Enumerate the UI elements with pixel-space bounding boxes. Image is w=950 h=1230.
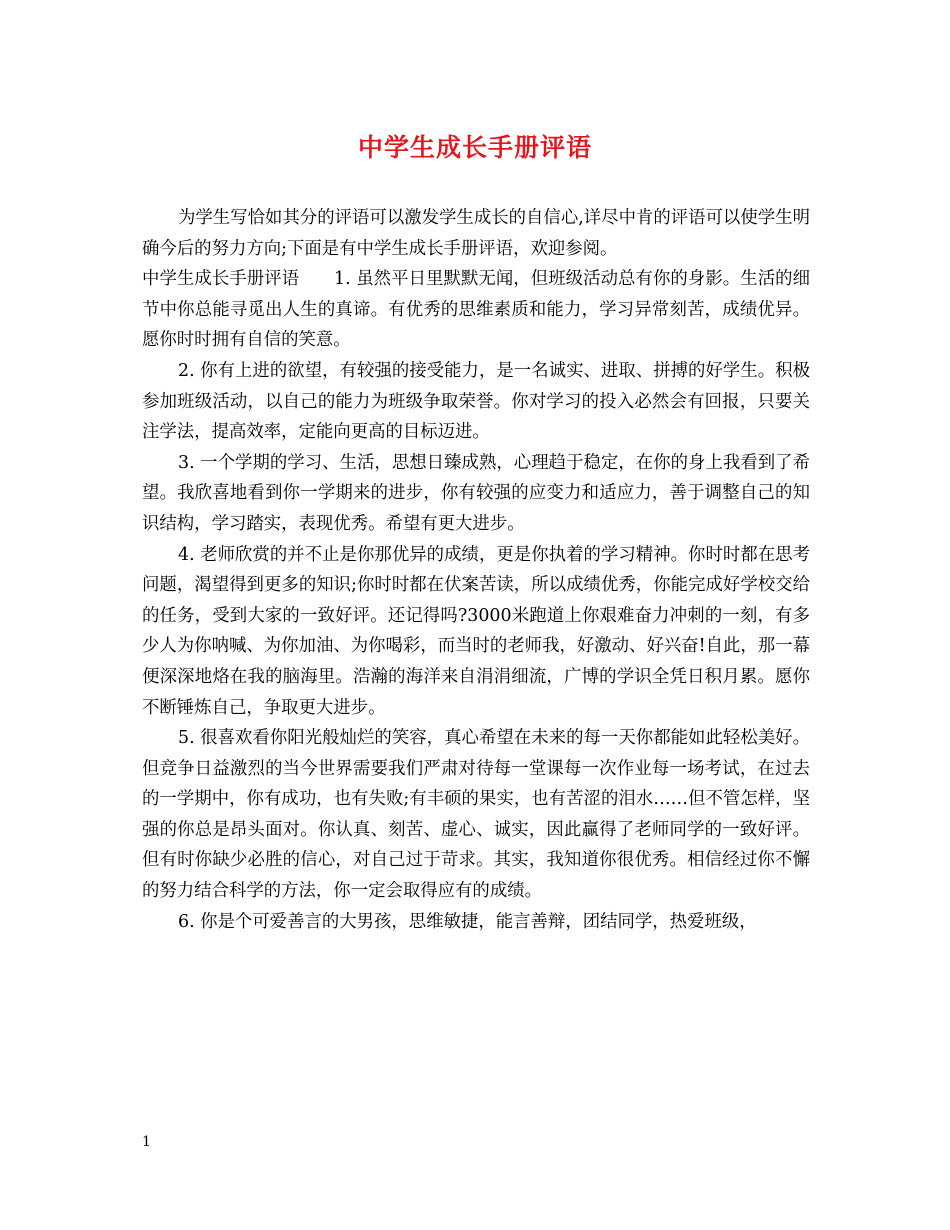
comment-paragraph-3: 3. 一个学期的学习、生活，思想日臻成熟，心理趋于稳定，在你的身上我看到了希望。我欣喜地看到你一学期来的进步，你有较强的应变力和适应力，善于调整自己的知识结构，学习踏实，表现优秀。希望有更大进步。: [142, 452, 810, 534]
document-body: [142, 203, 810, 937]
comment-paragraph-2: 2. 你有上进的欲望，有较强的接受能力，是一名诚实、进取、拼搏的好学生。积极参加班级活动，以自己的能力为班级争取荣誉。你对学习的投入必然会有回报，只要关注学法，提高效率，定能向更高的目标迈进。: [142, 360, 810, 443]
comment-paragraph-6: 6. 你是个可爱善言的大男孩，思维敏捷，能言善辩，团结同学，热爱班级，: [178, 911, 757, 932]
page-number: 1: [142, 1134, 151, 1150]
comment-paragraph-1: 中学生成长手册评语 1. 虽然平日里默默无闻，但班级活动总有你的身影。生活的细节中你总能寻觅出人生的真谛。有优秀的思维素质和能力，学习异常刻苦，成绩优异。愿你时时拥有自信的笑意。: [142, 269, 810, 351]
page-title: 中学生成长手册评语: [357, 133, 592, 162]
comment-paragraph-4: 4. 老师欣赏的并不止是你那优异的成绩，更是你执着的学习精神。你时时都在思考问题，渴望得到更多的知识;你时时都在伏案苦读，所以成绩优秀，你能完成好学校交给的任务，受到大家的一致好评。还记得吗?3000米跑道上你艰难奋力冲刺的一刻，有多少人为你呐喊、为你加油、为你喝彩，而当时的老师我，好激动、好兴奋!自此，那一幕便深深地烙在我的脑海里。浩瀚的海洋来自涓涓细流，广博的学识全凭日积月累。愿你不断锤炼自己，争取更大进步。: [142, 544, 810, 718]
intro-paragraph: 为学生写恰如其分的评语可以激发学生成长的自信心,详尽中肯的评语可以使学生明确今后的努力方向;下面是有中学生成长手册评语，欢迎参阅。: [142, 208, 810, 259]
comment-paragraph-5: 5. 很喜欢看你阳光般灿烂的笑容，真心希望在未来的每一天你都能如此轻松美好。但竞争日益激烈的当今世界需要我们严肃对待每一堂课每一次作业每一场考试，在过去的一学期中，你有成功，也有失败;有丰硕的果实，也有苦涩的泪水……但不管怎样，坚强的你总是昂头面对。你认真、刻苦、虚心、诚实，因此赢得了老师同学的一致好评。但有时你缺少必胜的信心，对自己过于苛求。其实，我知道你很优秀。相信经过你不懈的努力结合科学的方法，你一定会取得应有的成绩。: [142, 728, 810, 902]
